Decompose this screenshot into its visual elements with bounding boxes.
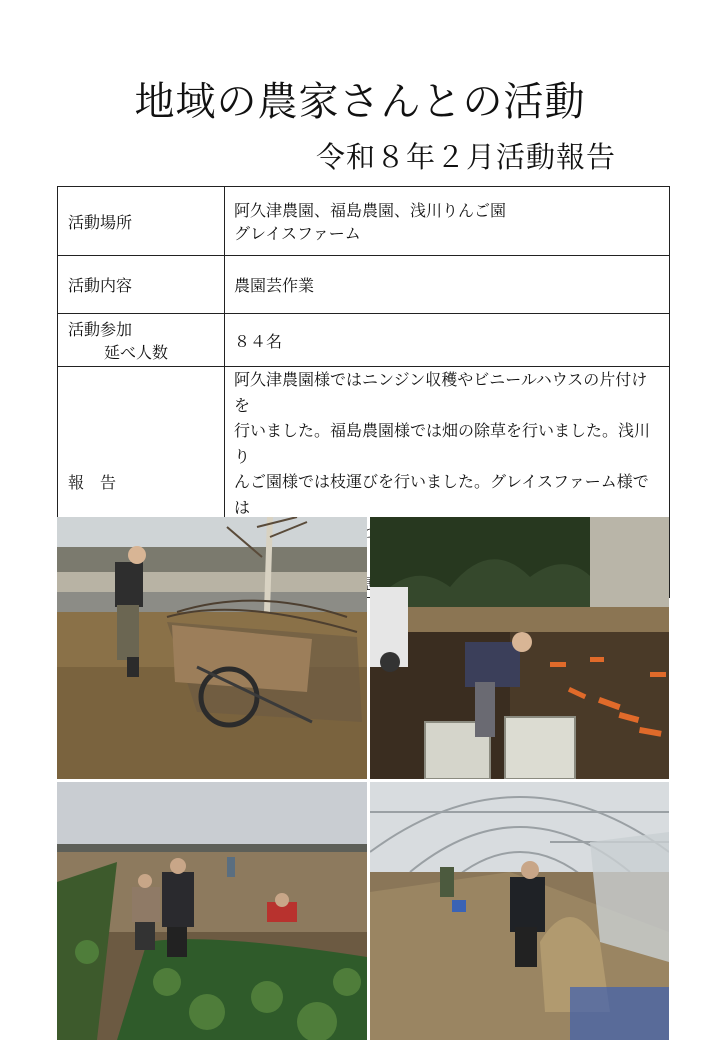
photo-greenhouse-cleanup: [370, 782, 669, 1040]
participants-label-line-2: 延べ人数: [104, 343, 169, 362]
table-row-participants: [58, 314, 670, 367]
place-value: [225, 187, 670, 256]
place-line-1: 阿久津農園、福島農園、浅川りんご園: [234, 201, 507, 220]
photo-grid: [57, 517, 669, 1040]
page-title: 地域の農家さんとの活動: [134, 79, 586, 125]
photo-field-weeding: [57, 782, 367, 1040]
participants-value: ８４名: [225, 314, 670, 367]
photo-cart-branches: [57, 517, 367, 779]
table-row-place: [58, 187, 670, 256]
place-label: 活動場所: [58, 187, 225, 256]
content-value: 農園芸作業: [225, 256, 670, 314]
report-line: 阿久津農園様ではニンジン収穫やビニールハウスの片付けを: [234, 370, 648, 415]
content-label: 活動内容: [58, 256, 225, 314]
place-line-2: グレイスファーム: [234, 224, 361, 243]
report-line: 行いました。福島農園様では畑の除草を行いました。浅川り: [234, 421, 651, 466]
page-subtitle: 令和８年２月活動報告: [316, 140, 617, 174]
photo-carrot-harvest: [370, 517, 669, 779]
report-line: んご園様では枝運びを行いました。グレイスファーム様では: [234, 472, 649, 517]
participants-label: [58, 314, 225, 367]
participants-label-line-1: 活動参加: [68, 320, 133, 339]
table-row-content: [58, 256, 670, 314]
report-label-text: 報 告: [68, 473, 117, 493]
